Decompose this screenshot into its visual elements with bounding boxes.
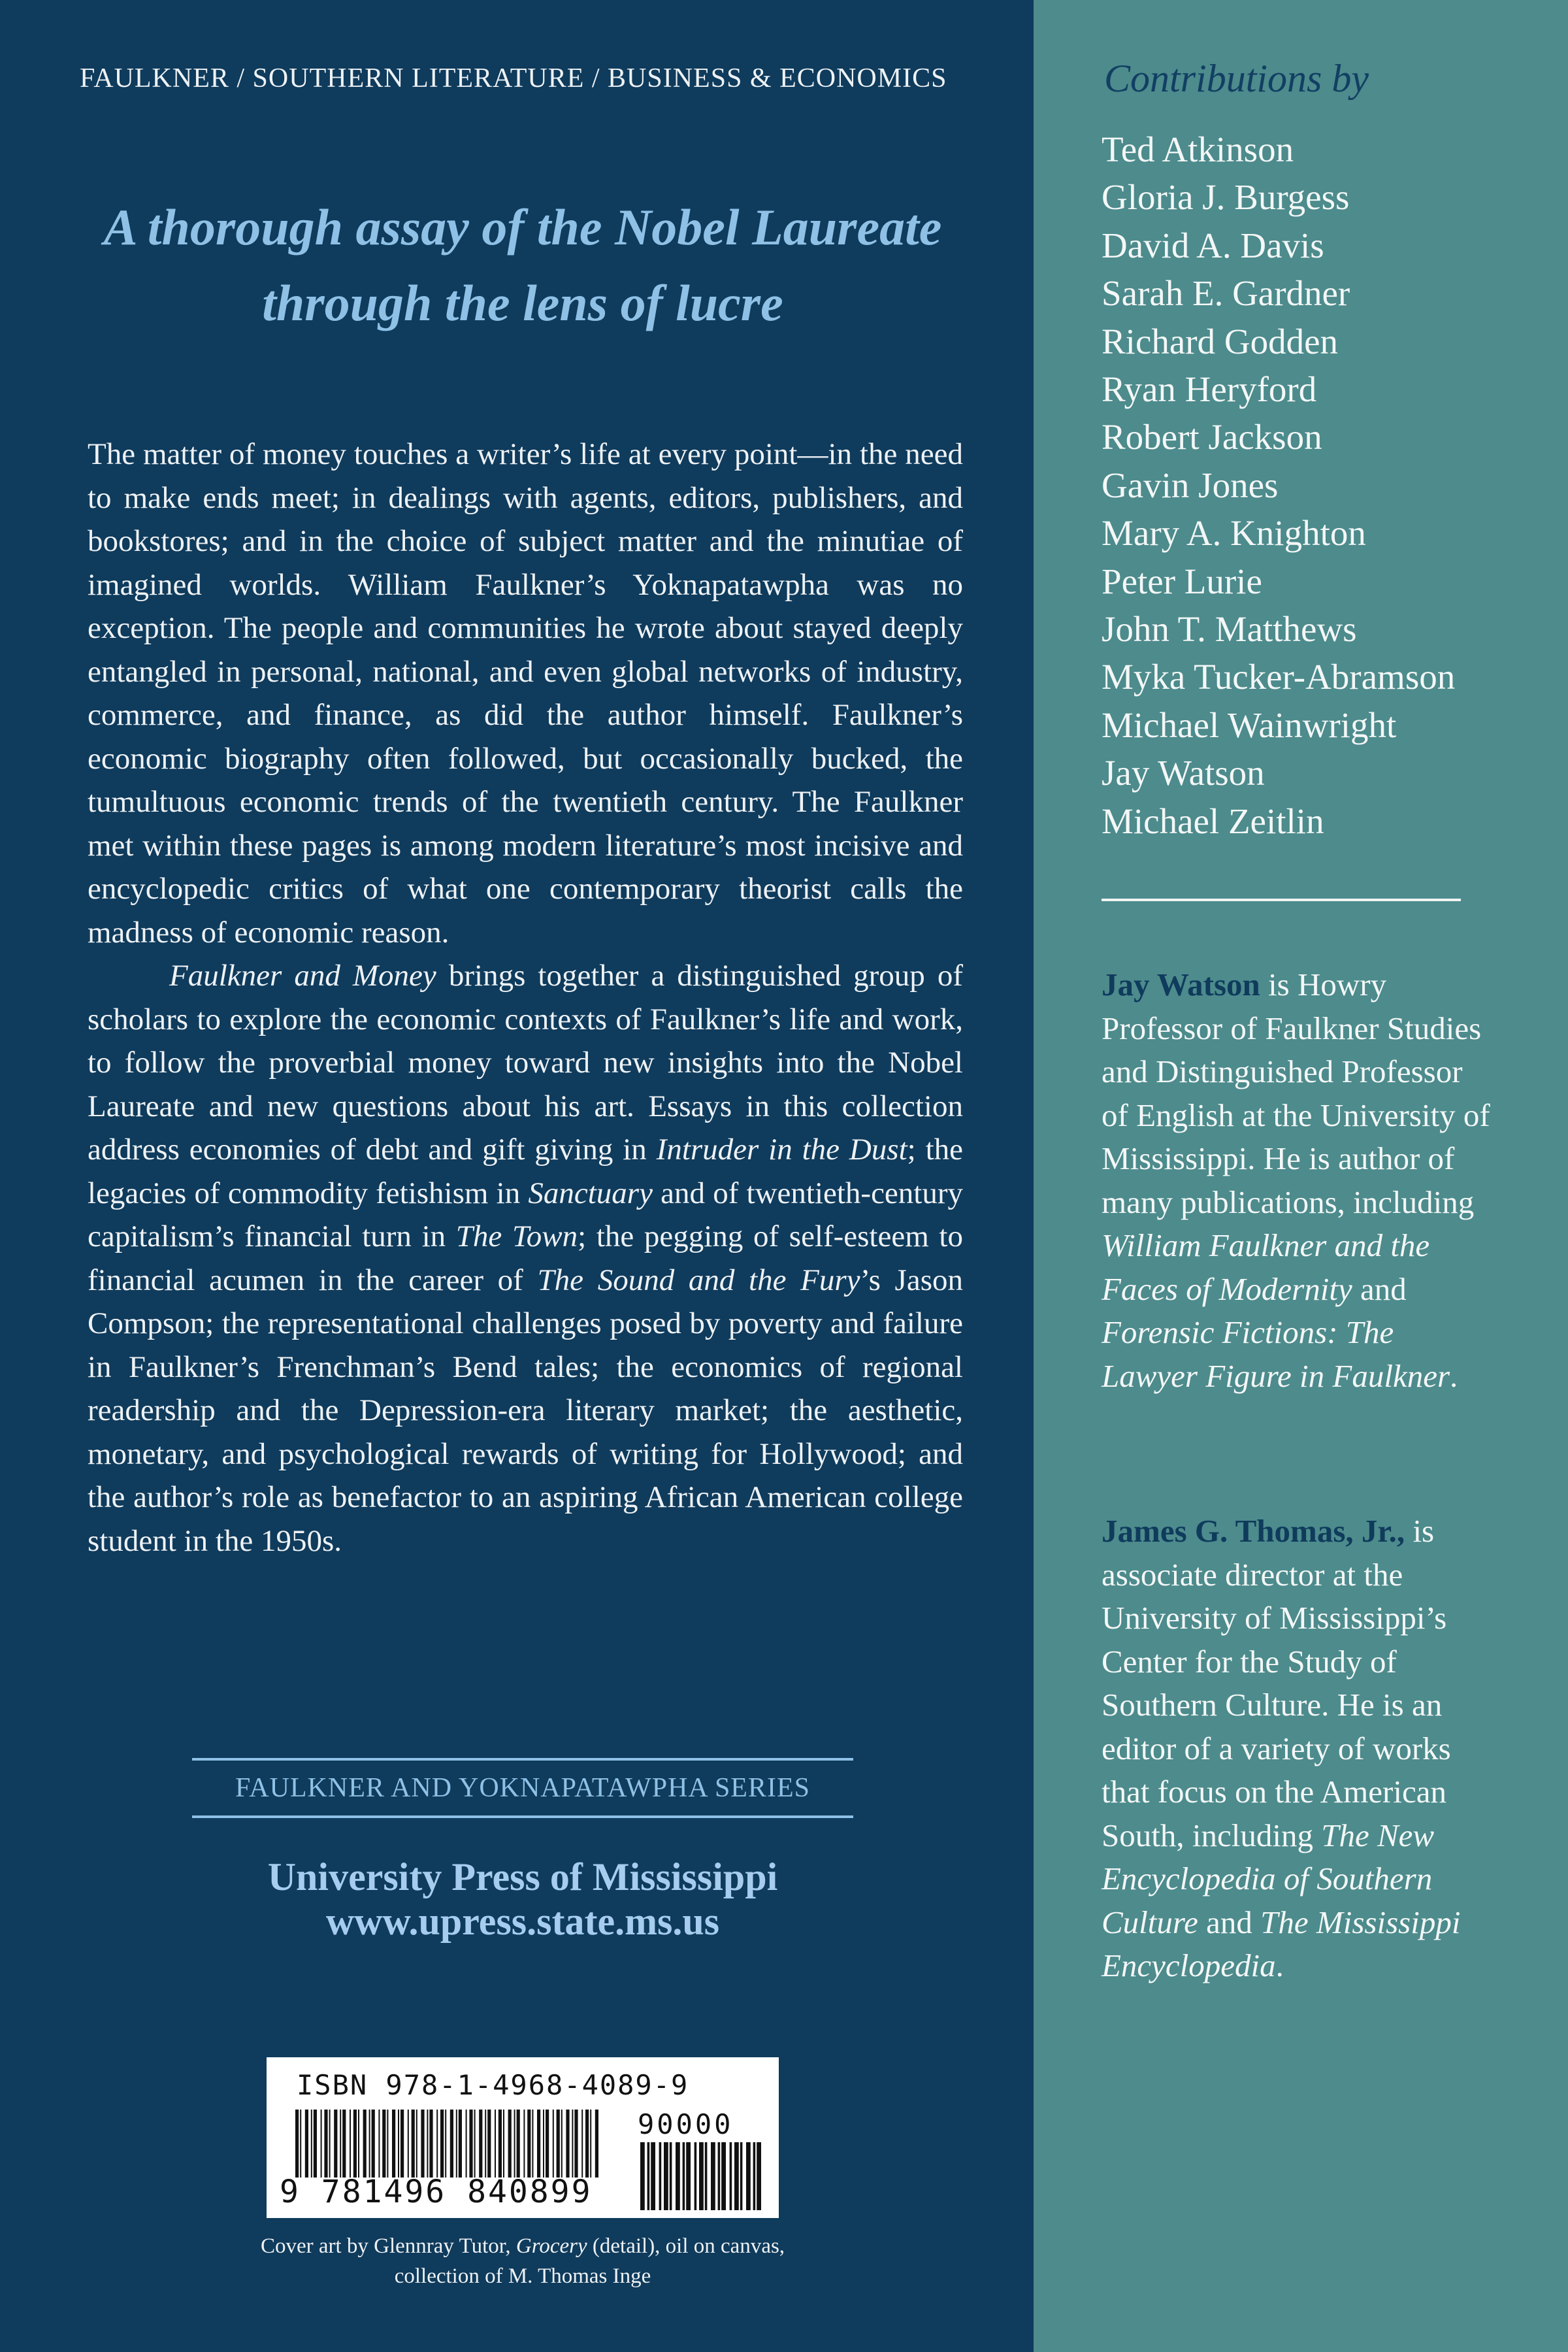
artwork-title: Grocery	[515, 2234, 587, 2258]
work-title: William Faulkner and the Faces of Modernity	[1102, 1227, 1430, 1307]
work-title: The New Encyclopedia of Southern Culture	[1102, 1817, 1435, 1940]
description-text: and of twentieth-century capitalism’s financial turn in	[88, 1176, 963, 1253]
contributor-name: Richard Godden	[1102, 321, 1338, 361]
description-text: brings together a distinguished group of scholars to explore the economic contexts of Faulkner’s life and work, to follow the proverbial money toward new insights into the Nobel Laureate and new questions about his art. Essays in this collection address economies of debt and gift giving in	[88, 959, 964, 1167]
series-name: FAULKNER AND YOKNAPATAWPHA SERIES	[235, 1773, 810, 1803]
bio-text: .	[1450, 1357, 1458, 1394]
description-text: ; the pegging of self-esteem to financial acumen in the career of	[88, 1219, 963, 1297]
book-title: Faulkner and Money	[169, 959, 436, 993]
barcode	[267, 2057, 779, 2218]
barcode-number: 9 781496 840899	[280, 2174, 593, 2210]
contributor-name: Michael Wainwright	[1102, 704, 1397, 745]
contributions-heading: Contributions by	[1104, 57, 1369, 100]
barcode-addon-number: 90000	[638, 2108, 734, 2140]
divider	[1102, 899, 1461, 901]
contributor-name: David A. Davis	[1102, 225, 1324, 265]
description-paragraph-2	[88, 954, 963, 1563]
bio-text: is associate director at the University of Mississippi’s Center for the Study of Southern Culture. He is an editor of a variety of works that focus on the American South, including	[1102, 1513, 1451, 1853]
publisher-url: www.upress.state.ms.us	[325, 1900, 720, 1943]
contributor-list	[1102, 125, 1455, 845]
work-title: The Town	[455, 1219, 578, 1253]
bio-text: .	[1275, 1947, 1284, 1983]
contributor-name: Peter Lurie	[1102, 561, 1262, 601]
category-line: FAULKNER / SOUTHERN LITERATURE / BUSINESS & ECONOMICS	[80, 63, 947, 93]
publisher-name: University Press of Mississippi	[267, 1855, 778, 1898]
contributor-name: Ted Atkinson	[1102, 129, 1294, 169]
work-title: Forensic Fictions: The Lawyer Figure in Faulkner	[1102, 1314, 1450, 1394]
contributor-name: Myka Tucker-Abramson	[1102, 657, 1456, 697]
series-rule-top	[192, 1758, 853, 1761]
tagline	[52, 190, 993, 341]
work-title: Intruder in the Dust	[656, 1133, 907, 1167]
barcode-bars	[295, 2110, 602, 2178]
contributor-name: Gavin Jones	[1102, 465, 1279, 505]
contributor-name: John T. Matthews	[1102, 609, 1357, 650]
tagline-line-1: A thorough assay of the Nobel Laureate	[103, 199, 942, 256]
contributor-name: Michael Zeitlin	[1102, 801, 1324, 841]
description-paragraph-1: The matter of money touches a writer’s life at every point—in the need to make ends meet; in dealings with agents, editors, publishers, and bookstores; and in the choice of subject matter and the minutiae of imagined worlds. William Faulkner’s Yoknapatawpha was no exception. The people and communities he wrote about stayed deeply entangled in personal, national, and even global networks of industry, commerce, and finance, as did the author himself. Faulkner’s economic biography often followed, but occasionally bucked, the tumultuous economic trends of the twentieth century. The Faulkner met within these pages is among modern literature’s most incisive and encyclopedic critics of what one contemporary theorist calls the madness of economic reason.	[88, 437, 963, 950]
description-text: ’s Jason Compson; the representational challenges posed by poverty and failure in Faulkner’s Frenchman’s Bend tales; the economics of regional readership and the Depression-era literary market; the aesthetic, monetary, and psychological rewards of writing for Hollywood; and the author’s role as benefactor to an aspiring African American college student in the 1950s.	[88, 1263, 964, 1558]
work-title: The Mississippi Encyclopedia	[1102, 1904, 1461, 1983]
isbn-label: ISBN 978-1-4968-4089-9	[297, 2069, 689, 2101]
credit-text: (detail), oil on canvas, collection of M. Thomas Inge	[394, 2234, 785, 2288]
contributor-name: Gloria J. Burgess	[1102, 177, 1350, 218]
contributor-name: Sarah E. Gardner	[1102, 273, 1350, 314]
contributor-name: Mary A. Knighton	[1102, 513, 1366, 554]
description	[88, 433, 963, 1563]
contributor-name: Robert Jackson	[1102, 417, 1322, 457]
publisher	[131, 1855, 915, 1944]
work-title: Sanctuary	[528, 1176, 653, 1210]
credit-text: Cover art by Glennray Tutor,	[260, 2234, 516, 2258]
editor-bio-james-thomas	[1102, 1510, 1494, 1988]
series-rule-bottom	[192, 1815, 853, 1818]
cover-art-credit	[216, 2231, 830, 2291]
contributor-name: Ryan Heryford	[1102, 369, 1317, 410]
bio-text: and	[1198, 1904, 1261, 1940]
right-panel	[1034, 0, 1568, 2352]
editor-name: James G. Thomas, Jr.,	[1102, 1513, 1405, 1549]
bio-text: and	[1352, 1270, 1407, 1307]
tagline-line-2: through the lens of lucre	[262, 274, 783, 331]
work-title: The Sound and the Fury	[537, 1263, 860, 1297]
barcode-addon-bars	[640, 2142, 764, 2210]
editor-name: Jay Watson	[1102, 967, 1260, 1002]
bio-text: is Howry Professor of Faulkner Studies and Distinguished Professor of English at the University of Mississippi. He is author of many publications, including	[1102, 967, 1490, 1220]
description-text: ; the legacies of commodity fetishism in	[88, 1133, 964, 1210]
contributor-name: Jay Watson	[1102, 753, 1265, 793]
editor-bio-jay-watson	[1102, 963, 1494, 1398]
